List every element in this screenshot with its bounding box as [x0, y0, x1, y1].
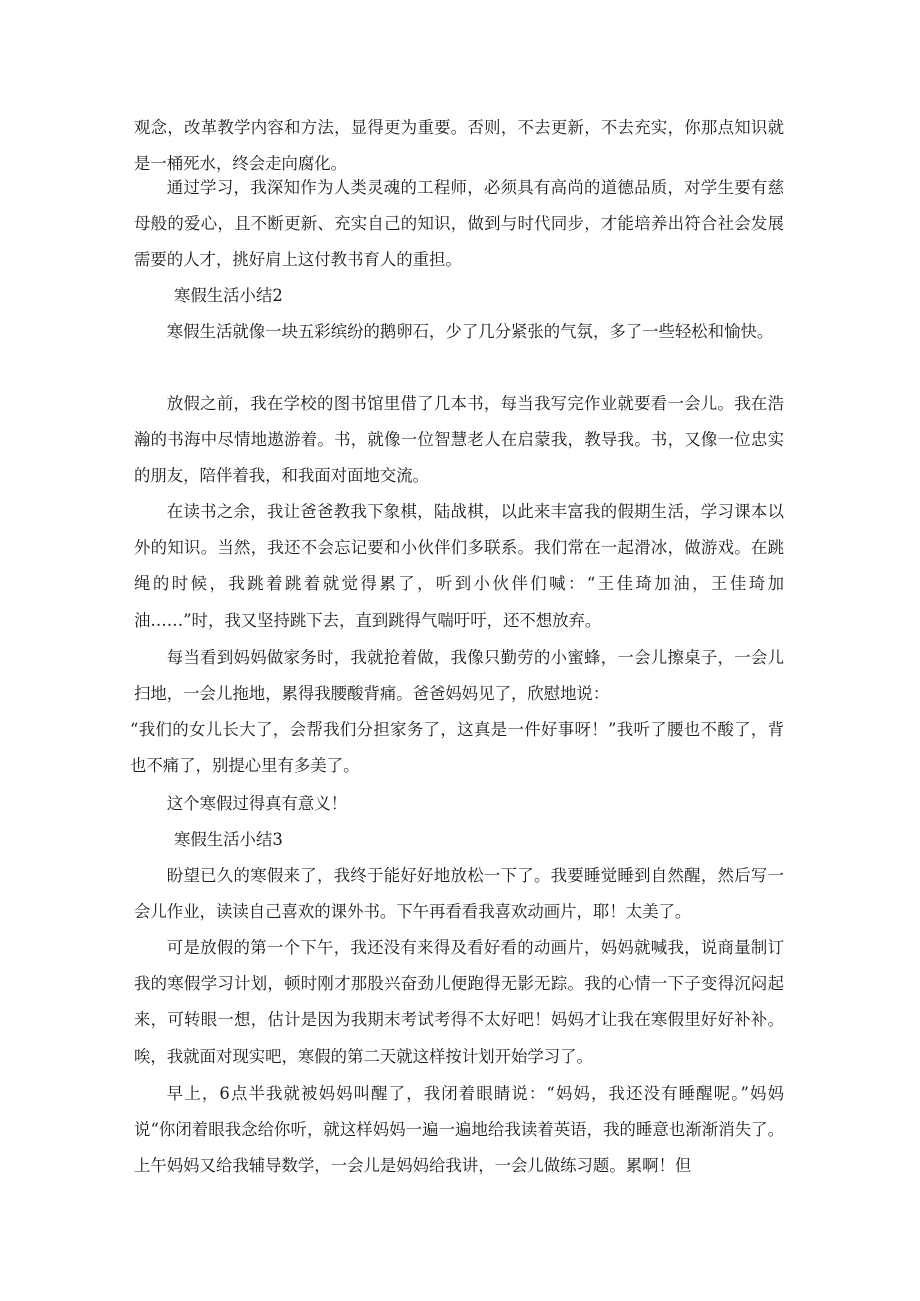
paragraph: 每当看到妈妈做家务时，我就抢着做，我像只勤劳的小蜜蜂，一会儿擦桌子，一会儿扫地，一会儿拖地，累得我腰酸背痛。爸爸妈妈见了，欣慰地说：	[134, 648, 784, 704]
paragraph: 可是放假的第一个下午，我还没有来得及看好看的动画片，妈妈就喊我，说商量制订我的寒假学习计划，顿时刚才那股兴奋劲儿便跑得无影无踪。我的心情一下子变得沉闷起来，可转眼一想，估计是因为我期末考试考得不太好吧！妈妈才让我在寒假里好好补补。唉，我就面对现实吧，寒假的第二天就这样按计划开始学习了。	[134, 938, 784, 1066]
paragraph: “我们的女儿长大了，会帮我们分担家务了，这真是一件好事呀！”我听了腰也不酸了，背也不痛了，别提心里有多美了。	[130, 720, 784, 776]
paragraph: 盼望已久的寒假来了，我终于能好好地放松一下了。我要睡觉睡到自然醒，然后写一会儿作业，读读自己喜欢的课外书。下午再看看我喜欢动画片，耶！太美了。	[134, 866, 784, 922]
paragraph: 放假之前，我在学校的图书馆里借了几本书，每当我写完作业就要看一会儿。我在浩瀚的书海中尽情地遨游着。书，就像一位智慧老人在启蒙我，教导我。书，又像一位忠实的朋友，陪伴着我，和我面对面地交流。	[134, 394, 784, 486]
paragraph: 寒假生活就像一块五彩缤纷的鹅卵石，少了几分紧张的气氛，多了一些轻松和愉快。	[166, 322, 774, 341]
paragraph: 早上，6点半我就被妈妈叫醒了，我闭着眼睛说：“妈妈，我还没有睡醒呢。”妈妈说“你闭着眼我念给你听，就这样妈妈一遍一遍地给我读着英语，我的睡意也渐渐消失了。上午妈妈又给我辅导数学，一会儿是妈妈给我讲，一会儿做练习题。累啊！但	[134, 1084, 784, 1176]
paragraph: 通过学习，我深知作为人类灵魂的工程师，必须具有高尚的道德品质，对学生要有慈母般的爱心，且不断更新、充实自己的知识，做到与时代同步，才能培养出符合社会发展需要的人才，挑好肩上这付教书育人的重担。	[134, 178, 784, 270]
paragraph: 观念，改革教学内容和方法，显得更为重要。否则，不去更新，不去充实，你那点知识就是一桶死水，终会走向腐化。	[134, 118, 784, 174]
paragraph: 这个寒假过得真有意义！	[166, 794, 348, 813]
section-heading: 寒假生活小结3	[174, 830, 283, 849]
section-heading: 寒假生活小结2	[174, 286, 283, 305]
paragraph: 在读书之余，我让爸爸教我下象棋，陆战棋，以此来丰富我的假期生活，学习课本以外的知识。当然，我还不会忘记要和小伙伴们多联系。我们常在一起滑冰，做游戏。在跳绳的时候，我跳着跳着就觉得累了，听到小伙伴们喊：“王佳琦加油，王佳琦加油……”时，我又坚持跳下去，直到跳得气喘吁吁，还不想放弃。	[134, 502, 784, 630]
